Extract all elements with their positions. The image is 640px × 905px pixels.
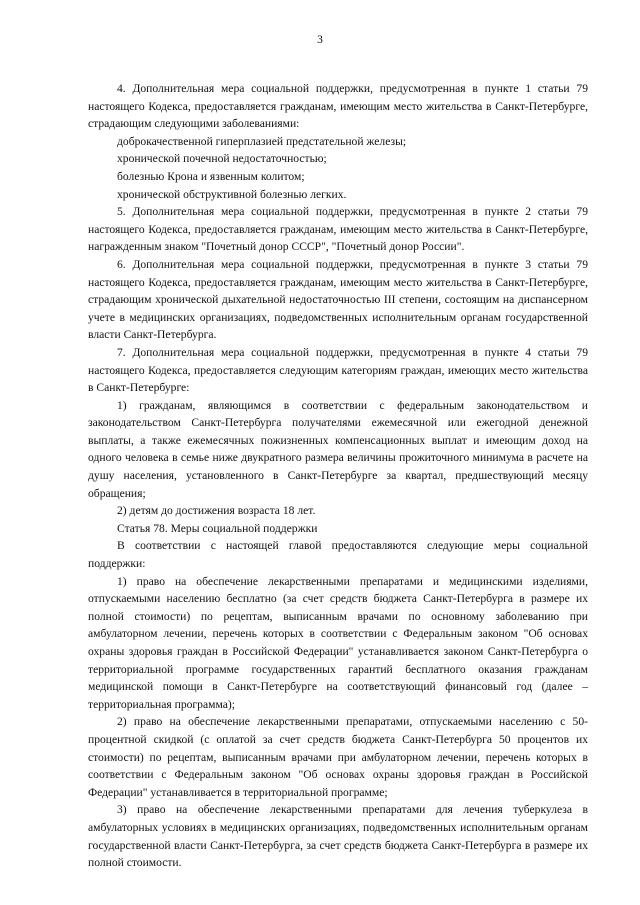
paragraph-7-intro: 7. Дополнительная мера социальной поддержки, предусмотренная в пункте 4 статьи 79 настоящего Кодекса, предоставляется следующим категориям граждан, имеющих место жительства в Санкт-Петербурге: [88,345,588,395]
list-item-disease: хронической обструктивной болезнью легких. [117,187,347,201]
paragraph-6: 6. Дополнительная мера социальной поддержки, предусмотренная в пункте 3 статьи 79 настоящего Кодекса, предоставляется гражданам, имеющим место жительства в Санкт-Петербурге, страдающим хронической дыхательной недостаточностью III степени, состоящим на диспансерном учете в медицинских организациях, подведомственных исполнительным органам государственной власти Санкт-Петербурга. [88,257,588,342]
paragraph-4-intro: 4. Дополнительная мера социальной поддержки, предусмотренная в пункте 1 статьи 79 настоящего Кодекса, предоставляется гражданам, имеющим место жительства в Санкт-Петербурге, страдающим следующими заболеваниями: [88,82,588,131]
document-body [88,80,588,872]
list-item-disease: доброкачественной гиперплазией предстательной железы; [117,134,407,148]
article-78-intro: В соответствии с настоящей главой предоставляются следующие меры социальной поддержки: [88,539,588,571]
article-78-item-3: 3) право на обеспечение лекарственными препаратами для лечения туберкулеза в амбулаторных условиях в медицинских организациях, подведомственных исполнительным органам государственной власти Санкт-Петербурга, за счет средств бюджета Санкт-Петербурга в размере их полной стоимости. [88,803,588,870]
paragraph-7-item-1: 1) гражданам, являющимся в соответствии с федеральным законодательством и законодательством Санкт-Петербурга получателями ежемесячной или ежегодной денежной выплаты, а также ежемесячных пожизненных компенсационных выплат и имеющим доход на одного человека в семье ниже двукратного размера величины прожиточного минимума в расчете на душу населения, установленного в Санкт-Петербурге за квартал, предшествующий месяцу обращения; [88,398,588,500]
article-78-heading: Статья 78. Меры социальной поддержки [117,521,318,535]
article-78-item-1: 1) право на обеспечение лекарственными препаратами и медицинскими изделиями, отпускаемыми населению бесплатно (за счет средств бюджета Санкт-Петербурга в размере их полной стоимости) по рецептам, выписанным врачами по основному заболеванию при амбулаторном лечении, перечень которых в соответствии с Федеральным законом "Об основах охраны здоровья граждан в Российской Федерации" устанавливается законом Санкт-Петербурга о территориальной программе государственных гарантий бесплатного оказания гражданам медицинской помощи в Санкт-Петербурге на соответствующий финансовый год (далее – территориальная программа); [88,574,588,711]
paragraph-5: 5. Дополнительная мера социальной поддержки, предусмотренная в пункте 2 статьи 79 настоящего Кодекса, предоставляется гражданам, имеющим место жительства в Санкт-Петербурге, награжденным знаком "Почетный донор СССР", "Почетный донор России". [88,205,588,254]
list-item-disease: хронической почечной недостаточностью; [117,152,327,166]
article-78-item-2: 2) право на обеспечение лекарственными препаратами, отпускаемыми населению с 50-процентной скидкой (с оплатой за счет средств бюджета Санкт-Петербурга 50 процентов их стоимости) по рецептам, выписанным врачами при амбулаторном лечении, перечень которых в соответствии с Федеральным законом "Об основах охраны здоровья граждан в Российской Федерации" устанавливается в территориальной программе; [88,715,588,799]
paragraph-7-item-2: 2) детям до достижения возраста 18 лет. [117,504,316,518]
page-number: 3 [317,34,323,46]
list-item-disease: болезнью Крона и язвенным колитом; [117,169,305,183]
